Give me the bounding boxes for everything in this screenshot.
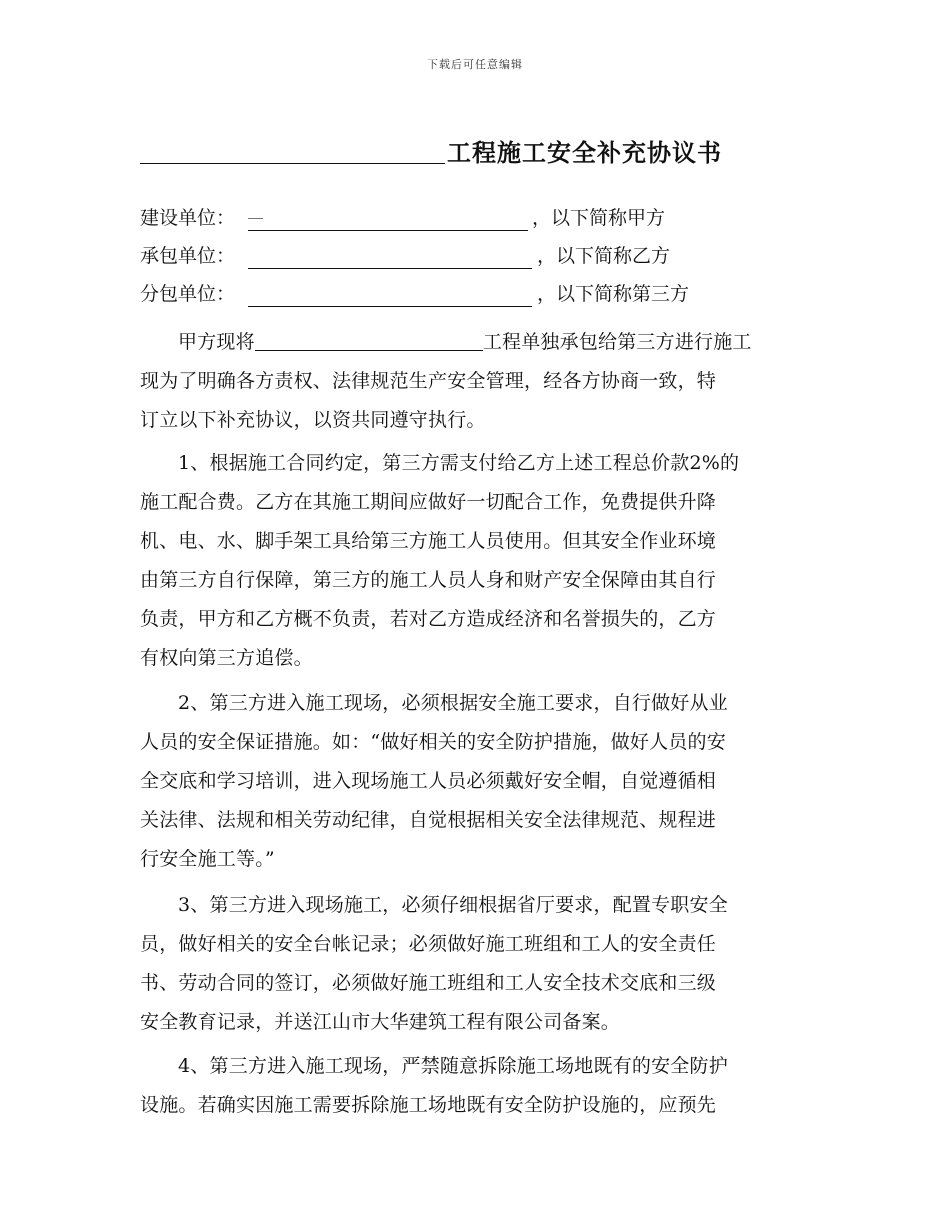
clause-3-line: 员，做好相关的安全台帐记录；必须做好施工班组和工人的安全责任	[140, 933, 717, 955]
clause-1-line: 机、电、水、脚手架工具给第三方施工人员使用。但其安全作业环境	[140, 530, 717, 552]
clause-2-line: 人员的安全保证措施。如：“做好相关的安全防护措施，做好人员的安	[140, 731, 726, 753]
intro-line	[178, 327, 850, 354]
clause-1-line: 施工配合费。乙方在其施工期间应做好一切配合工作，免费提供升降	[140, 491, 717, 513]
title-row	[140, 133, 820, 169]
party-row-contractor	[140, 241, 820, 271]
party-label: 建设单位：	[140, 207, 236, 229]
intro-line: 现为了明确各方责权、法律规范生产安全管理，经各方协商一致，特	[140, 370, 717, 392]
party-blank-line	[248, 268, 532, 269]
clause-4-line: 4、第三方进入施工现场，严禁随意拆除施工场地既有的安全防护	[178, 1055, 728, 1077]
clause-4-line: 设施。若确实因施工需要拆除施工场地既有安全防护设施的，应预先	[140, 1094, 717, 1116]
party-blank-line	[248, 230, 528, 231]
header-note: 下载后可任意编辑	[427, 58, 523, 71]
clause-2-line: 全交底和学习培训，进入现场施工人员必须戴好安全帽，自觉遵循相	[140, 770, 717, 792]
intro-text: 甲方现将	[178, 331, 255, 353]
party-suffix: ，以下简称乙方	[537, 245, 671, 267]
party-suffix: ，以下简称第三方	[537, 283, 690, 305]
intro-line: 订立以下补充协议，以资共同遵守执行。	[140, 409, 486, 431]
title-blank-line	[140, 163, 445, 164]
clause-2-line: 关法律、法规和相关劳动纪律，自觉根据相关安全法律规范、规程进	[140, 809, 717, 831]
party-row-subcontractor	[140, 279, 820, 309]
party-label: 承包单位：	[140, 245, 236, 267]
clause-1-line: 负责，甲方和乙方概不负责，若对乙方造成经济和名誉损失的，乙方	[140, 608, 717, 630]
clause-3-line: 书、劳动合同的签订，必须做好施工班组和工人安全技术交底和三级	[140, 972, 717, 994]
intro-text: 工程单独承包给第三方进行施工	[482, 331, 752, 353]
party-label: 分包单位：	[140, 283, 236, 305]
party-blank-mark: __	[248, 201, 263, 219]
clause-2-line: 行安全施工等。”	[140, 848, 275, 870]
party-suffix: ，以下简称甲方	[532, 207, 666, 229]
project-name-blank	[255, 330, 483, 351]
clause-3-line: 3、第三方进入现场施工，必须仔细根据省厅要求，配置专职安全	[178, 894, 728, 916]
party-row-construction	[140, 203, 820, 233]
document-title: 工程施工安全补充协议书	[447, 138, 722, 167]
clause-1-line: 由第三方自行保障，第三方的施工人员人身和财产安全保障由其自行	[140, 569, 717, 591]
clause-3-line: 安全教育记录，并送江山市大华建筑工程有限公司备案。	[140, 1011, 621, 1033]
clause-2-line: 2、第三方进入施工现场，必须根据安全施工要求，自行做好从业	[178, 692, 728, 714]
clause-1-line: 1、根据施工合同约定，第三方需支付给乙方上述工程总价款2%的	[178, 452, 740, 474]
party-blank-line	[248, 306, 532, 307]
clause-1-line: 有权向第三方追偿。	[140, 647, 313, 669]
